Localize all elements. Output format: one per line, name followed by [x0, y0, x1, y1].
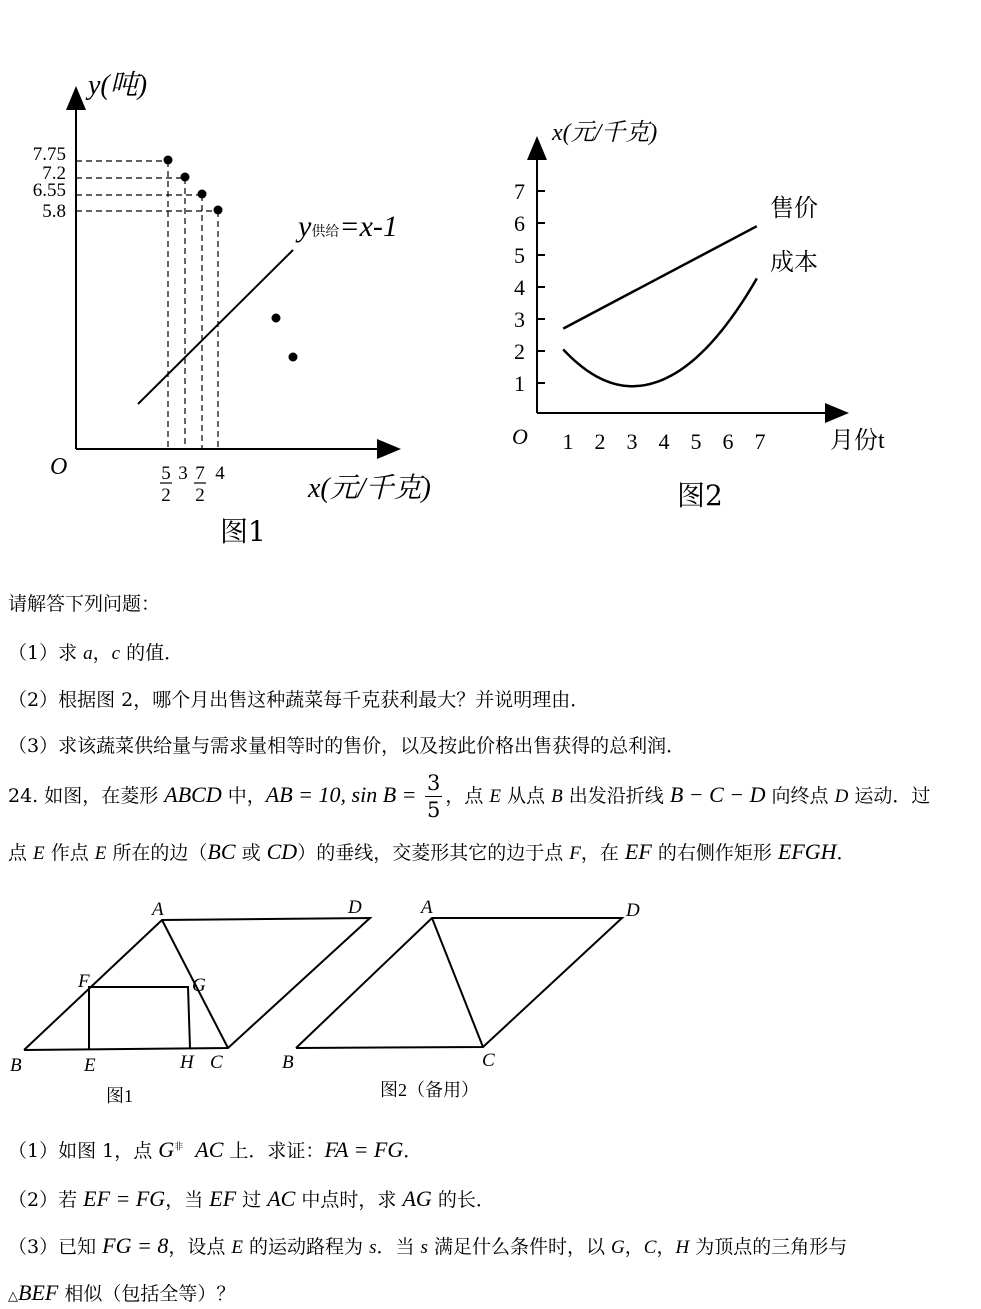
x-tick-numerator: 7: [195, 463, 205, 484]
q24-part2: （2）若 EF = FG，当 EF 过 AC 中点时，求 AG 的长．: [8, 1186, 495, 1211]
y-tick-label: 3: [514, 307, 525, 332]
x-tick-label: 3: [178, 463, 188, 484]
label-D: D: [348, 897, 362, 918]
figure1-caption: 图1: [220, 515, 266, 548]
y-tick-label: 7.2: [42, 163, 66, 184]
figure2-chart: [500, 110, 920, 510]
x-tick-label: 7: [754, 429, 766, 454]
rhombus-figure2: [296, 918, 622, 1048]
label-B: B: [10, 1055, 22, 1076]
label-A: A: [421, 897, 433, 918]
data-point: [198, 190, 207, 199]
q24-part3-cont: △BEF 相似（包括全等）？: [8, 1280, 236, 1305]
y-axis-label: x(元/千克): [552, 120, 658, 146]
label-G: G: [192, 975, 206, 996]
y-tick-label: 6: [514, 211, 525, 236]
x-tick-label: 5: [690, 429, 702, 454]
x-tick-denominator: 2: [195, 485, 205, 506]
label-C: C: [482, 1050, 495, 1071]
supply-line: [138, 250, 293, 404]
extra-point: [272, 314, 281, 323]
figure1-chart: [0, 60, 470, 550]
x-tick-numerator: 5: [161, 463, 171, 484]
geo-figure1-caption: 图1: [106, 1086, 133, 1106]
label-C: C: [210, 1052, 223, 1073]
x-tick-denominator: 2: [161, 485, 171, 506]
data-point: [214, 206, 223, 215]
x-tick-label: 4: [658, 429, 670, 454]
label-F: F: [78, 971, 90, 992]
origin-label: O: [512, 424, 528, 449]
label-A: A: [152, 899, 164, 920]
x-axis-label: x(元/千克): [308, 473, 431, 504]
problem24-line2: 点 E 作点 E 所在的边（BC 或 CD）的垂线，交菱形其它的边于点 F，在 EF 的右侧作矩形 EFGH．: [8, 839, 856, 864]
price-label: 售价: [770, 196, 818, 222]
q24-part1: （1）如图 1，点 $G^非$ AC 上．求证：FA = FG．: [8, 1137, 423, 1162]
x-axis-label: 月份t: [830, 428, 885, 454]
geo-figure2-caption: 图2（备用）: [380, 1080, 479, 1100]
label-H: H: [180, 1052, 194, 1073]
x-tick-label: 1: [562, 429, 574, 454]
extra-point: [289, 353, 298, 362]
y-tick-label: 1: [514, 371, 525, 396]
data-point: [181, 173, 190, 182]
supply-line-label: y供给=x-1: [298, 210, 398, 243]
y-tick-label: 5.8: [42, 201, 66, 222]
label-E: E: [84, 1055, 96, 1076]
figure2-caption: 图2: [677, 479, 723, 512]
data-point: [164, 156, 173, 165]
y-tick-label: 4: [514, 275, 525, 300]
q24-part3: （3）已知 FG = 8，设点 E 的运动路程为 s．当 s 满足什么条件时，以 G，C，H 为顶点的三角形与: [8, 1233, 848, 1258]
y-axis-label: y(吨): [88, 70, 148, 101]
label-D: D: [626, 900, 640, 921]
geometry-figures: [0, 890, 700, 1120]
q23-part2: （2）根据图 2，哪个月出售这种蔬菜每千克获利最大？并说明理由．: [8, 689, 590, 711]
cost-curve: [563, 278, 757, 386]
q23-part1: （1）求 a，c 的值．: [8, 642, 184, 664]
origin-label: O: [50, 454, 68, 480]
x-tick-label: 2: [594, 429, 606, 454]
label-B: B: [282, 1052, 294, 1073]
cost-label: 成本: [770, 250, 818, 276]
x-tick-label: 6: [722, 429, 734, 454]
q23-part3: （3）求该蔬菜供给量与需求量相等时的售价，以及按此价格出售获得的总利润．: [8, 735, 686, 757]
x-tick-label: 3: [626, 429, 638, 454]
y-tick-label: 7.75: [32, 144, 66, 165]
problem24-line1: 24. 如图，在菱形 ABCD 中，AB = 10, sin B = $\frac{3}{5}$ ，点 E 从点 B 出发沿折线 B − C − D 向终点 D 运动．过: [8, 771, 931, 822]
y-tick-label: 6.55: [32, 180, 66, 201]
y-tick-label: 2: [514, 339, 525, 364]
y-tick-label: 7: [514, 179, 525, 204]
price-line: [563, 226, 757, 328]
y-tick-label: 5: [514, 243, 525, 268]
x-tick-label: 4: [215, 463, 225, 484]
q23-intro: 请解答下列问题：: [8, 593, 161, 615]
